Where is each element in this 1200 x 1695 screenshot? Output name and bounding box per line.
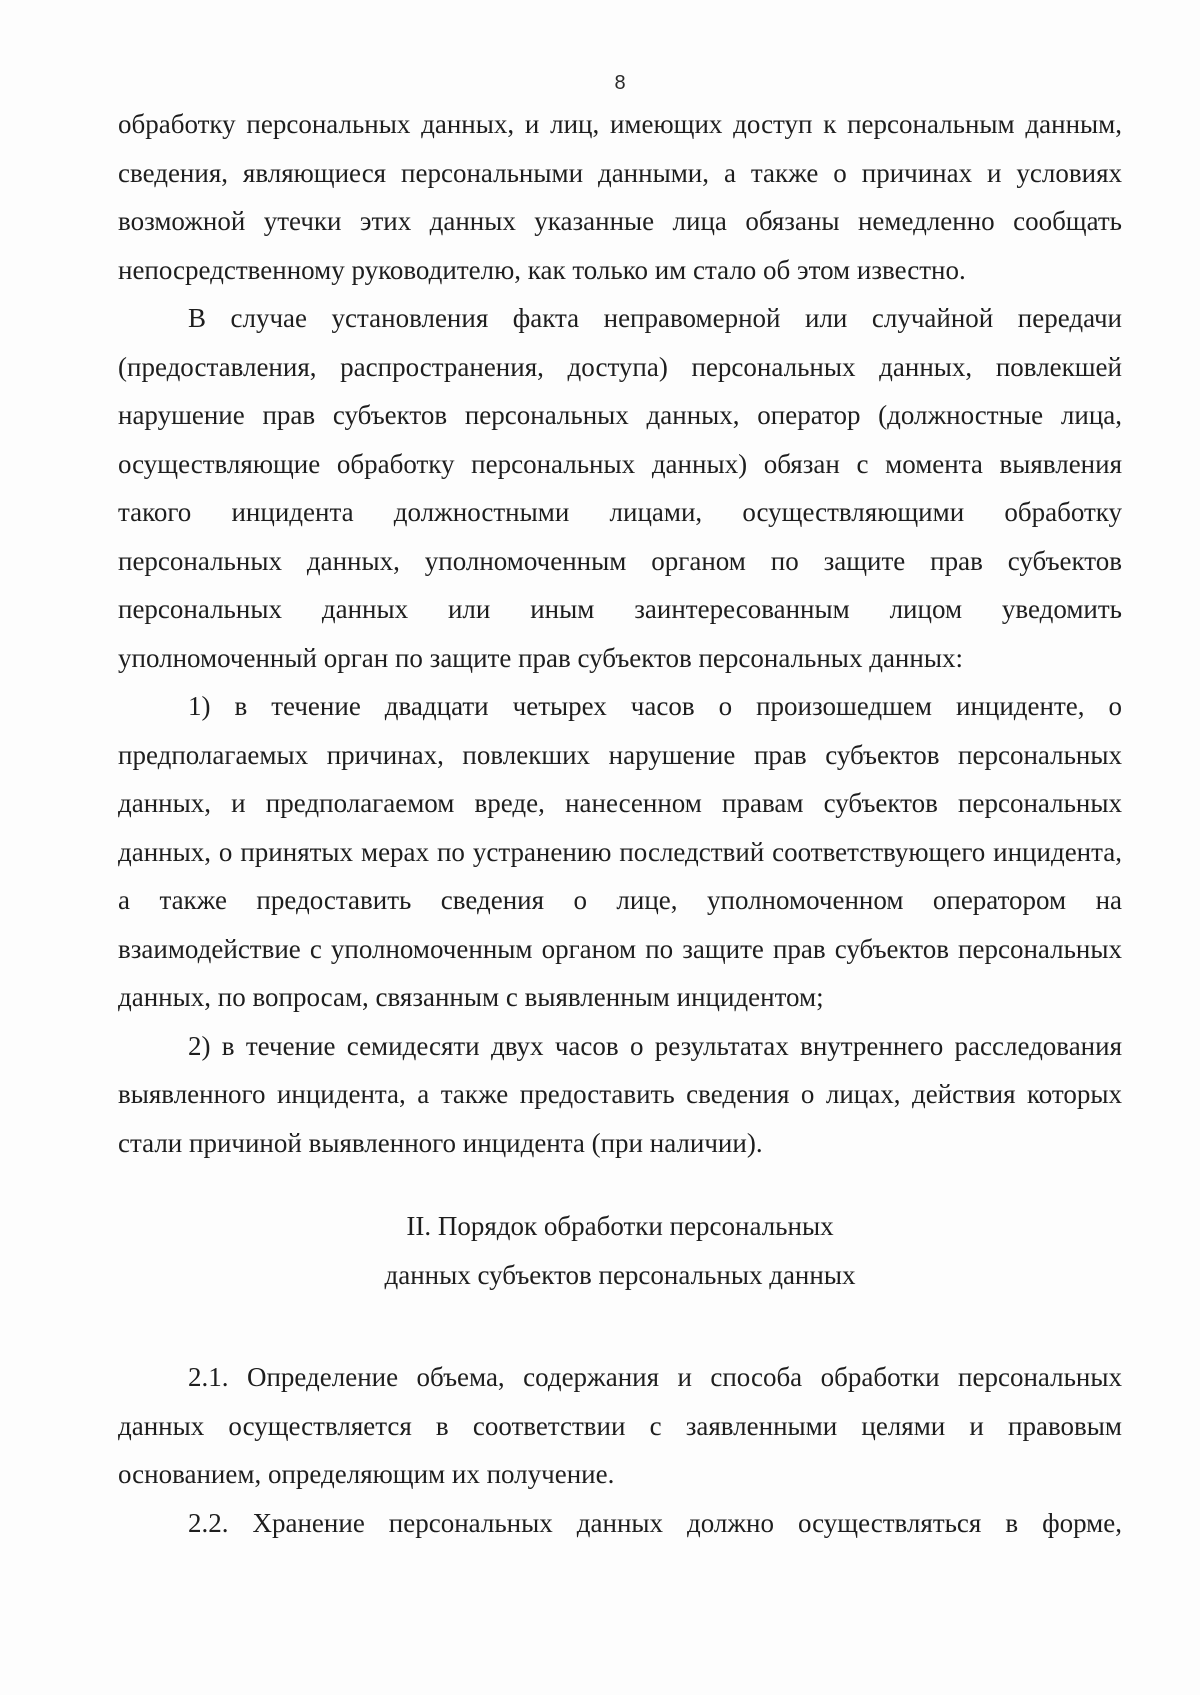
page-number: 8 bbox=[614, 72, 626, 94]
paragraph-incident-notification: В случае установления факта неправомерной или случайной передачи (предоставления, распространения, доступа) персональных данных, повлекшей нарушение прав субъектов персональных данных, оператор (должностные лица, осуществляющие обработку персональных данных) обязан с момента выявления такого инцидента должностными лицами, осуществляющими обработку персональных данных, уполномоченным органом по защите прав субъектов персональных данных или иным заинтересованным лицом уведомить уполномоченный орган по защите прав субъектов персональных данных: bbox=[118, 303, 1122, 673]
section-heading-line-2: данных субъектов персональных данных bbox=[384, 1259, 856, 1290]
clause-2-1: 2.1. Определение объема, содержания и способа обработки персональных данных осуществляется в соответствии с заявленными целями и правовым основанием, определяющим их получение. bbox=[118, 1362, 1122, 1489]
section-heading bbox=[0, 1202, 1200, 1299]
section-heading-line-1: II. Порядок обработки персональных bbox=[406, 1211, 834, 1241]
list-item-24-hours: 1) в течение двадцати четырех часов о произошедшем инциденте, о предполагаемых причинах, повлекших нарушение прав субъектов персональных данных, и предполагаемом вреде, нанесенном правам субъектов персональных данных, о принятых мерах по устранению последствий соответствующего инцидента, а также предоставить сведения о лице, уполномоченном оператором на взаимодействие с уполномоченным органом по защите прав субъектов персональных данных, по вопросам, связанным с выявленным инцидентом; bbox=[118, 691, 1122, 1012]
paragraph-continuation: обработку персональных данных, и лиц, имеющих доступ к персональным данным, сведения, являющиеся персональными данными, а также о причинах и условиях возможной утечки этих данных указанные лица обязаны немедленно сообщать непосредственному руководителю, как только им стало об этом известно. bbox=[118, 109, 1122, 285]
body-text bbox=[118, 100, 1122, 1167]
list-item-72-hours: 2) в течение семидесяти двух часов о результатах внутреннего расследования выявленного инцидента, а также предоставить сведения о лицах, действия которых стали причиной выявленного инцидента (при наличии). bbox=[118, 1030, 1122, 1158]
section-body bbox=[118, 1353, 1122, 1547]
clause-2-2: 2.2. Хранение персональных данных должно осуществляться в форме, bbox=[188, 1507, 1122, 1538]
